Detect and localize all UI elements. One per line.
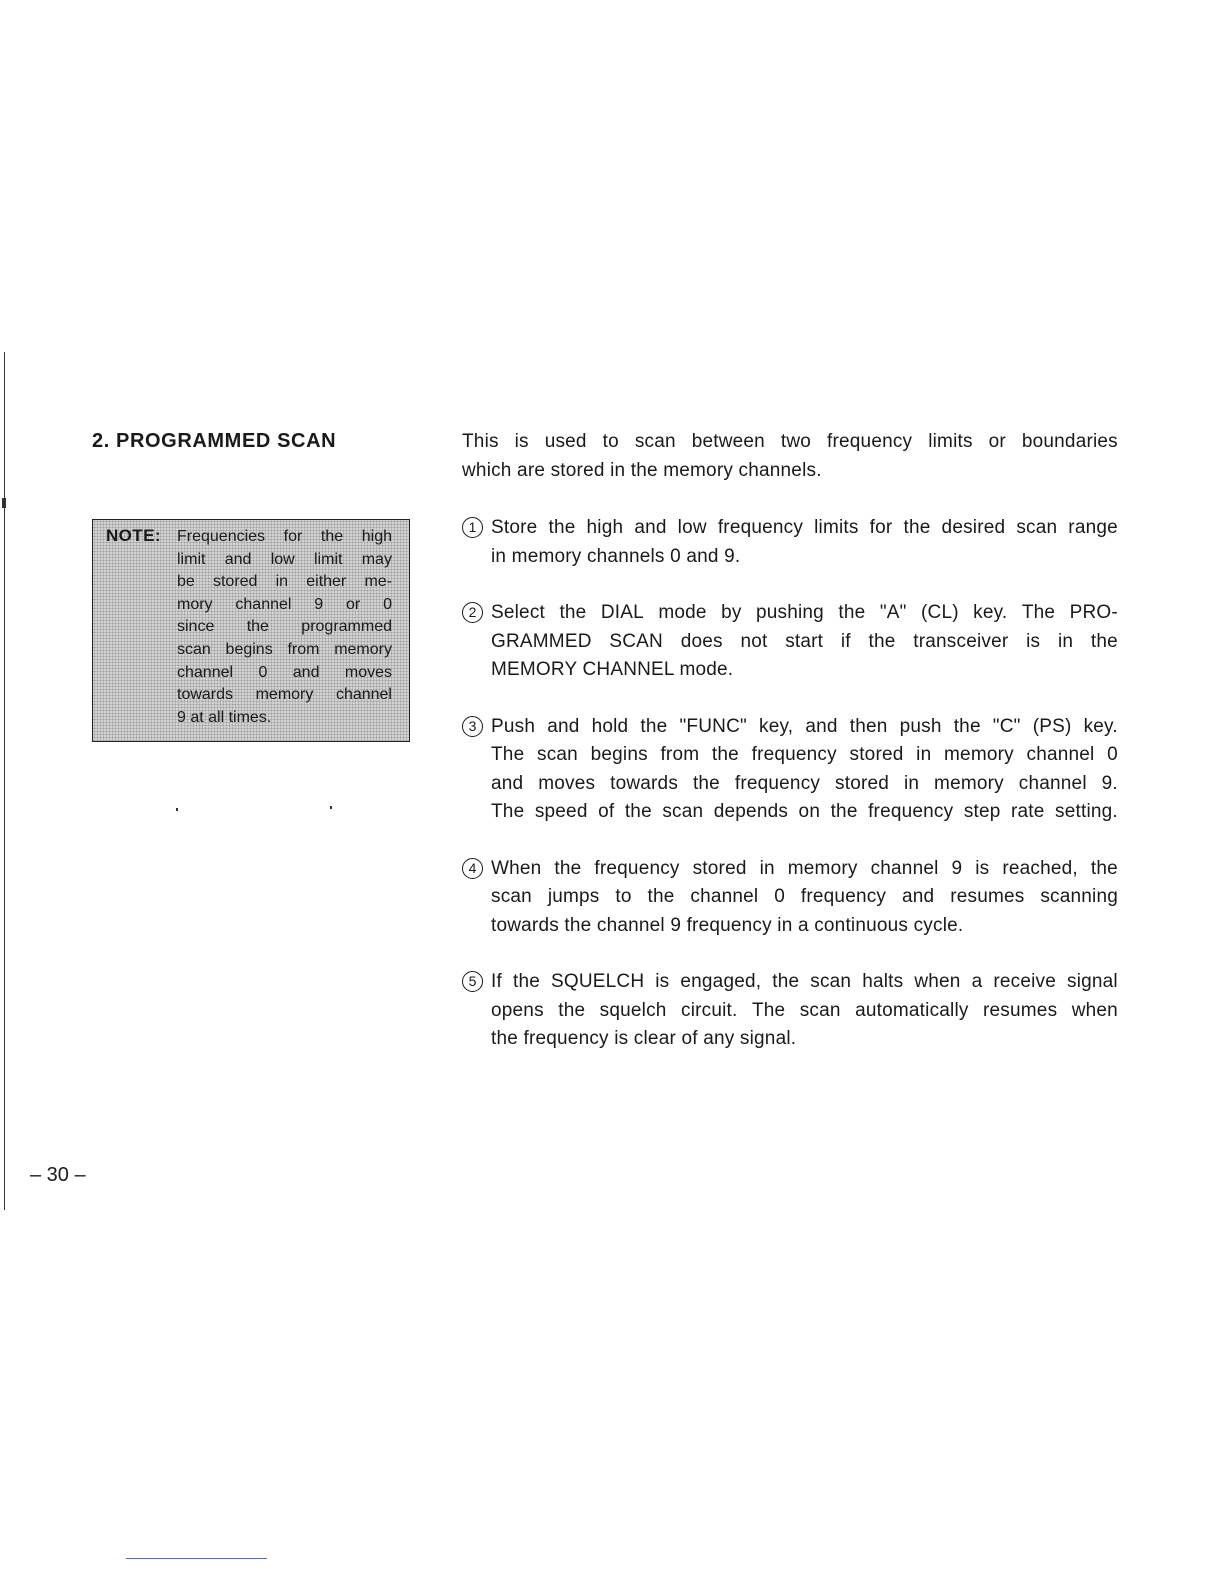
word: memory [944,744,1014,765]
word: and [902,886,935,907]
note-text-line [177,571,392,594]
word: SQUELCH [550,971,645,992]
word: desired [941,517,1006,538]
step-text-line [491,713,1118,742]
word: The [491,801,525,822]
word: in [275,573,289,591]
word: transceiver [913,630,1009,652]
binding-edge-line [4,352,5,1210]
word: for [283,528,303,545]
word: the [548,517,576,538]
step-item [462,599,1118,685]
word: scan [810,971,852,992]
word: the [868,630,896,652]
word: stored [692,857,747,879]
word: and [491,772,524,794]
word: 0 [1107,744,1118,765]
word: begins [590,744,648,765]
note-text-line [177,707,392,730]
word: the [903,517,931,538]
note-text-line [177,639,392,662]
word: and [547,715,580,737]
word: programmed [301,618,392,636]
steps-list [462,514,1118,1082]
word: or [346,595,361,613]
word: Store [491,517,538,538]
word: speed [534,801,588,822]
step-item [462,713,1118,827]
word: memory [334,640,392,658]
word: channel [690,886,759,907]
word: signal [1067,971,1118,992]
note-text-line [177,549,392,572]
word: 0 [774,886,786,907]
note-box [92,519,410,742]
word: is [655,971,670,992]
word: be [177,573,195,591]
word: then [849,715,888,737]
word: scan [537,744,578,765]
word: in [1057,630,1074,652]
word: "C" [992,715,1021,737]
word: low [677,517,707,538]
step-text [491,713,1118,827]
word: frequency [800,886,887,907]
word: (PS) [1032,715,1072,737]
word: the [554,857,582,879]
word: and [634,517,667,538]
word: engaged, [680,971,762,992]
step-number-circle: 1 [462,517,483,538]
word: The [491,744,525,765]
word: the [711,744,739,765]
word: from [287,640,320,658]
word: and [292,663,320,681]
word: the [838,602,866,623]
word: the [1090,857,1118,879]
word: to [602,431,619,452]
word: 0 [258,663,268,681]
step-text-line [491,997,1118,1026]
word: push [899,715,942,737]
page-number: – 30 – [30,1164,86,1186]
step-number-circle: 3 [462,716,483,737]
bottom-rule [126,1558,267,1559]
word: limits [814,517,859,538]
step-text-line [491,656,1118,685]
word: hold [591,715,629,737]
word: scan [1016,517,1058,538]
print-speck [176,808,178,811]
word: stored [212,573,258,591]
word: the [692,772,720,794]
word: the frequency is clear of any signal. [491,1028,797,1049]
word: the [830,801,858,822]
word: begins [225,640,273,658]
step-text-line [491,628,1118,657]
word: and [805,715,838,737]
word: "A" [879,602,907,623]
word: does [680,630,723,652]
word: frequency [827,431,913,452]
word: memory [787,857,858,879]
word: when [914,971,961,992]
word: GRAMMED [491,630,592,652]
word: limit [314,550,343,568]
word: frequency [868,801,954,822]
word: since [177,618,215,636]
step-number-circle: 4 [462,858,483,879]
word: the [559,602,587,623]
word: circuit. [681,999,738,1021]
word: in memory channels 0 and 9. [491,545,741,567]
word: When [491,857,542,879]
word: by [721,602,742,623]
word: in [903,772,920,794]
word: on [798,801,821,822]
word: Select [491,602,546,623]
step-text [491,855,1118,941]
word: in [916,744,932,765]
word: towards the channel 9 frequency in a continuous cycle. [491,914,964,936]
word: stored [835,772,890,794]
word: jumps [547,886,600,907]
word: mode [658,602,707,623]
word: channel [1026,744,1095,765]
word: depends [713,801,789,822]
word: resumes [950,886,1025,907]
word: may [361,550,392,568]
word: opens [491,999,544,1021]
word: "FUNC" [679,715,747,737]
word: low [270,550,295,568]
word: 9. [1101,772,1118,794]
note-text-line [177,526,392,549]
word: either [306,573,347,591]
step-number-circle: 5 [462,971,483,992]
step-text-line [491,1025,1118,1054]
word: scan [491,886,532,907]
word: DIAL [600,602,644,623]
word: stored [849,744,904,765]
word: (CL) [921,602,959,623]
word: MEMORY CHANNEL mode. [491,659,734,680]
word: 9 [951,857,963,879]
word: squelch [599,999,667,1021]
word: setting. [1055,801,1118,822]
step-number-circle: 2 [462,602,483,623]
word: of [598,801,615,822]
word: channel [870,857,939,879]
word: moves [538,772,596,794]
word: automatically [855,999,969,1021]
section-title: 2. PROGRAMMED SCAN [92,430,337,452]
step-text-line [491,741,1118,770]
word: the [512,971,540,992]
word: is [1026,630,1041,652]
intro-paragraph [462,428,1118,485]
note-text-line [177,684,392,707]
word: range [1068,517,1118,538]
word: memory [255,686,314,704]
step-text-line [491,912,1118,941]
word: and [224,550,252,568]
word: rate [1011,801,1045,822]
word: channel [335,686,392,704]
step-item [462,968,1118,1054]
word: the [320,528,344,545]
word: in [759,857,775,879]
step-text-line [491,514,1118,543]
word: two [780,431,812,452]
word: scan [634,431,676,452]
note-label: NOTE: [106,526,161,545]
word: reached, [1002,857,1078,879]
word: channel [177,663,234,681]
intro-text-line [462,428,1118,457]
word: moves [344,663,392,681]
word: high [586,517,624,538]
word: 9 [314,595,324,613]
step-text-line [491,855,1118,884]
step-text-line [491,543,1118,572]
step-item [462,855,1118,941]
word: scan [662,801,704,822]
word: channel [1018,772,1087,794]
word: frequency [751,744,837,765]
word: scanning [1040,886,1118,907]
step-text [491,514,1118,571]
word: limits [928,431,973,452]
word: limit [177,550,206,568]
word: PRO- [1069,602,1118,623]
word: step [963,801,1001,822]
word: Push [491,715,536,737]
word: 0 [383,595,392,613]
word: to [615,886,632,907]
step-text-line [491,798,1118,827]
word: if [840,630,851,652]
word: used [544,431,587,452]
word: resumes [983,999,1058,1021]
word: me- [364,573,392,591]
word: frequency [717,517,804,538]
word: frequency [594,857,680,879]
word: the [772,971,800,992]
word: frequency [734,772,821,794]
word: halts [862,971,904,992]
note-text [177,526,392,729]
word: for [869,517,893,538]
word: or [988,431,1006,452]
word: towards [610,772,679,794]
word: key, [759,715,794,737]
word: receive [993,971,1056,992]
word: scan [799,999,841,1021]
binding-edge-mark [2,498,6,508]
step-text-line [491,968,1118,997]
print-speck [330,806,332,809]
word: the [647,886,675,907]
word: The [1021,602,1056,623]
word: scan [177,640,211,658]
word: not [740,630,768,652]
word: the [953,715,981,737]
word: SCAN [609,630,663,652]
word: towards [177,686,234,704]
word: the [558,999,586,1021]
word: memory [934,772,1004,794]
step-text [491,599,1118,685]
word: channel [235,595,292,613]
word: high [361,528,392,545]
word: start [785,630,824,652]
word: is [514,431,529,452]
word: is [975,857,990,879]
word: the [246,618,269,636]
word: pushing [755,602,824,623]
note-text-line [177,616,392,639]
word: the [624,801,652,822]
word: the [640,715,668,737]
word: If [491,971,502,992]
word: mory [177,595,213,613]
word: a [971,971,983,992]
word: 9 at all times. [177,708,272,726]
step-text-line [491,770,1118,799]
word: This [462,431,499,452]
word: key. [1083,715,1118,737]
word: between [691,431,765,452]
word: key. [973,602,1008,623]
word: from [660,744,700,765]
word: Frequencies [177,528,266,545]
word: when [1071,999,1118,1021]
word: the [1090,630,1118,652]
step-item [462,514,1118,571]
word: boundaries [1021,431,1118,452]
intro-text-line [462,457,1118,486]
word: The [751,999,786,1021]
step-text-line [491,599,1118,628]
step-text [491,968,1118,1054]
step-text-line [491,883,1118,912]
note-text-line [177,662,392,685]
word: which are stored in the memory channels. [462,459,822,481]
note-text-line [177,594,392,617]
